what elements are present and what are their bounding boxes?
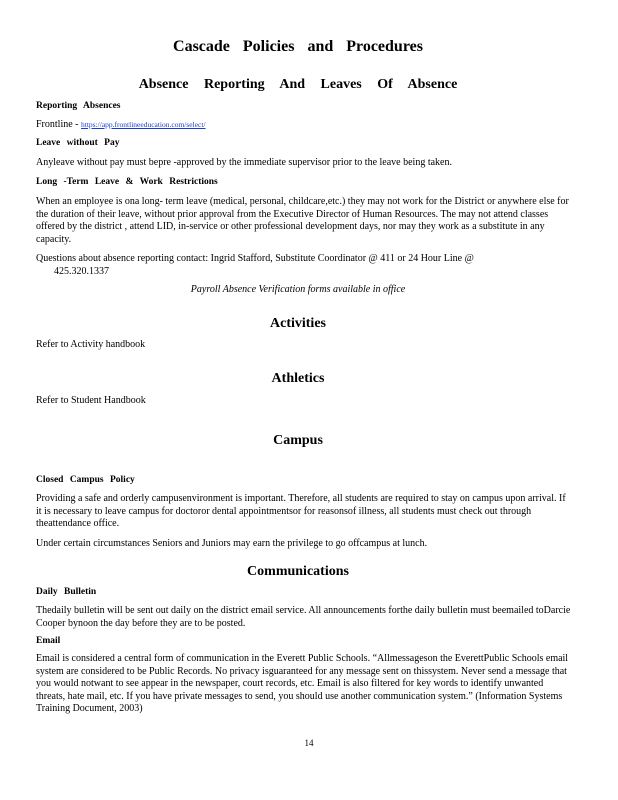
frontline-link[interactable]: https://app.frontlineeducation.com/select/: [81, 120, 206, 129]
long-term-leave-subheading: Long -Term Leave & Work Restrictions: [36, 177, 218, 187]
activities-heading: Activities: [270, 316, 326, 331]
reporting-absences-subheading: Reporting Absences: [36, 101, 121, 111]
daily-bulletin-text: Thedaily bulletin will be sent out daily on the district email service. All announcements forthe daily bulletin must beemailed toDarcie Cooper bynoon the day before they are to be posted.: [36, 605, 571, 629]
questions-line-2: 425.320.1337: [54, 265, 109, 277]
questions-contact: [36, 253, 571, 278]
athletics-heading: Athletics: [271, 371, 325, 386]
absence-heading: Absence Reporting And Leaves Of Absence: [138, 77, 458, 92]
questions-line-1: Questions about absence reporting contact: Ingrid Stafford, Substitute Coordinator @ 411 or 24 Hour Line @: [36, 253, 474, 264]
seniors-juniors-text: Under certain circumstances Seniors and Juniors may earn the privilege to go offcampus at lunch.: [36, 538, 428, 549]
campus-heading: Campus: [273, 433, 323, 448]
leave-without-pay-text: Anyleave without pay must bepre -approved by the immediate supervisor prior to the leave being taken.: [36, 157, 452, 168]
email-text: Email is considered a central form of communication in the Everett Public Schools. “Allmessageson the EverettPublic Schools email system are considered to be Public Records. No privacy isguaranteed for any message sent on thissystem. Never send a message that you would notwant to see appear in the newspaper, court records, etc. Email is also filtered for key words to identify unwanted threats, hate mail, etc. If you have private messages to send, you should use another communication system.” (Information Systems Training Document, 2003): [36, 653, 569, 714]
closed-campus-subheading: Closed Campus Policy: [36, 475, 135, 485]
payroll-note: Payroll Absence Verification forms available in office: [190, 284, 406, 295]
email-subheading: Email: [36, 636, 61, 646]
frontline-label: Frontline -: [36, 119, 81, 130]
communications-heading: Communications: [247, 564, 349, 579]
athletics-text: Refer to Student Handbook: [36, 395, 146, 406]
daily-bulletin-subheading: Daily Bulletin: [36, 587, 97, 597]
page-title: Cascade Policies and Procedures: [173, 38, 423, 55]
page-number: 14: [304, 738, 314, 748]
leave-without-pay-subheading: Leave without Pay: [36, 138, 120, 148]
closed-campus-text: Providing a safe and orderly campusenvironment is important. Therefore, all students are required to stay on campus upon arrival. If it is necessary to leave campus for doctoror dental appointmentsor for reasonsof illness, all students must check out through theattendance office.: [36, 493, 566, 529]
activities-text: Refer to Activity handbook: [36, 339, 146, 350]
frontline-line: [36, 119, 571, 132]
long-term-leave-text: When an employee is ona long- term leave (medical, personal, childcare,etc.) they may not work for the District or anywhere else for the duration of their leave, without prior approval from the Executive Director of Human Resources. The may not attend classes offered by the district , attend LID, in-service or other professional development days, nor may they work as a substitute in any capacity.: [36, 196, 569, 245]
